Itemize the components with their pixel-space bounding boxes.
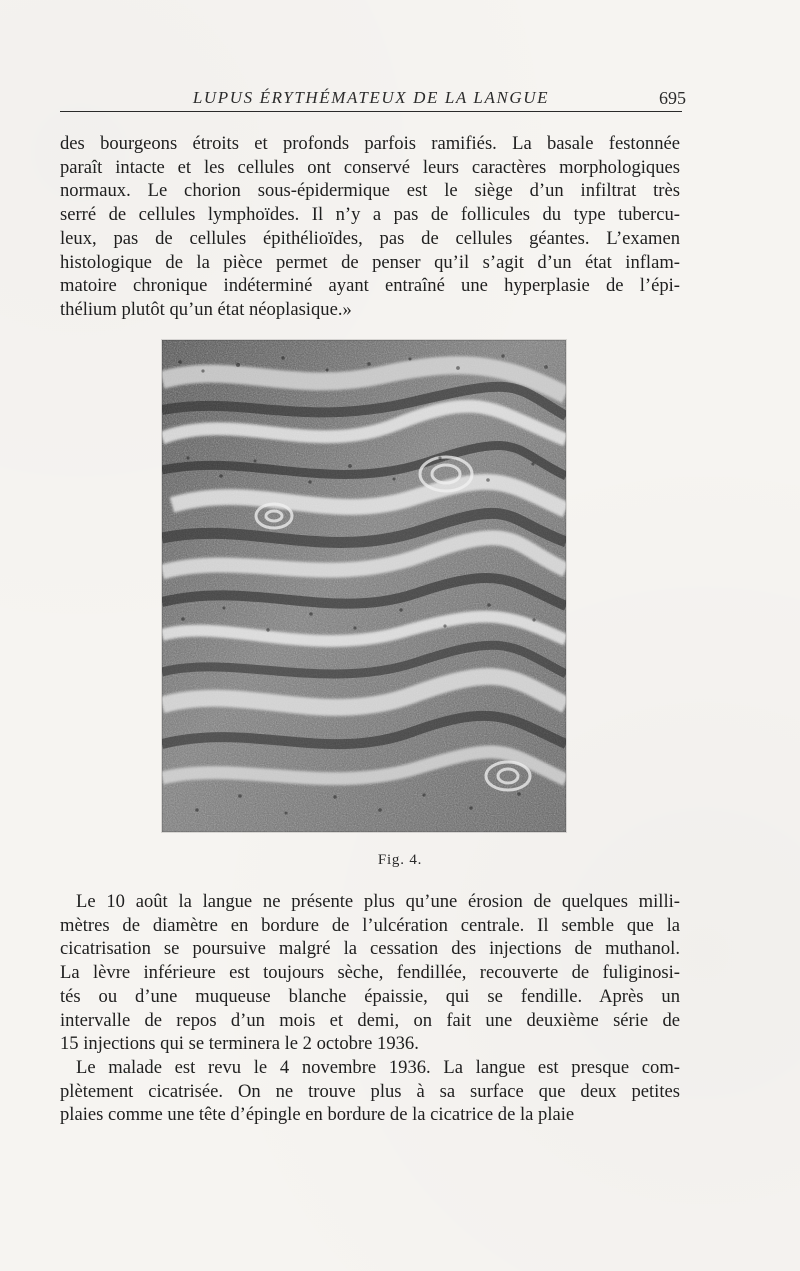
histology-micrograph (162, 340, 566, 832)
paragraph-line: thélium plutôt qu’un état néoplasique.» (60, 298, 352, 320)
running-head (60, 83, 686, 112)
paragraph-line: serré de cellules lymphoïdes. Il n’y a pas de follicules du type tubercu- (60, 204, 680, 226)
paragraph-line: plètement cicatrisée. On ne trouve plus à sa surface que deux petites (60, 1080, 680, 1102)
paragraph-line: tés ou d’une muqueuse blanche épaissie, qui se fendille. Après un (60, 985, 680, 1007)
paragraph-line: paraît intacte et les cellules ont conservé leurs caractères morphologiques (60, 156, 680, 178)
paragraph-line: normaux. Le chorion sous-épidermique est le siège d’un infiltrat très (60, 180, 680, 202)
running-title: LUPUS ÉRYTHÉMATEUX DE LA LANGUE (192, 88, 550, 107)
histology-figure (162, 340, 566, 832)
figure-caption: Fig. 4. (377, 852, 423, 868)
paragraph-line: mètres de diamètre en bordure de l’ulcération centrale. Il semble que la (60, 914, 680, 936)
paragraph-line: 15 injections qui se terminera le 2 octobre 1936. (60, 1033, 419, 1055)
paragraph-line: histologique de la pièce permet de penser qu’il s’agit d’un état inflam- (60, 251, 680, 273)
paragraph-line: des bourgeons étroits et profonds parfois ramifiés. La basale festonnée (60, 133, 680, 154)
paragraph-line: matoire chronique indéterminé ayant entraîné une hyperplasie de l’épi- (60, 275, 680, 297)
paragraph-bottom (60, 890, 680, 1127)
paragraph-line: Le malade est revu le 4 novembre 1936. La langue est presque com- (76, 1056, 680, 1078)
paragraph-line: La lèvre inférieure est toujours sèche, fendillée, recouverte de fuliginosi- (60, 962, 680, 984)
paragraph-line: intervalle de repos d’un mois et demi, on fait une deuxième série de (60, 1009, 680, 1031)
paragraph-line: cicatrisation se poursuive malgré la cessation des injections de muthanol. (60, 938, 680, 960)
page-number: 695 (659, 88, 686, 108)
paragraph-line: leux, pas de cellules épithélioïdes, pas de cellules géantes. L’examen (60, 227, 680, 249)
paragraph-line: plaies comme une tête d’épingle en bordure de la cicatrice de la plaie (60, 1104, 575, 1126)
paragraph-line: Le 10 août la langue ne présente plus qu’une érosion de quelques milli- (76, 891, 680, 912)
paragraph-top (60, 132, 680, 322)
